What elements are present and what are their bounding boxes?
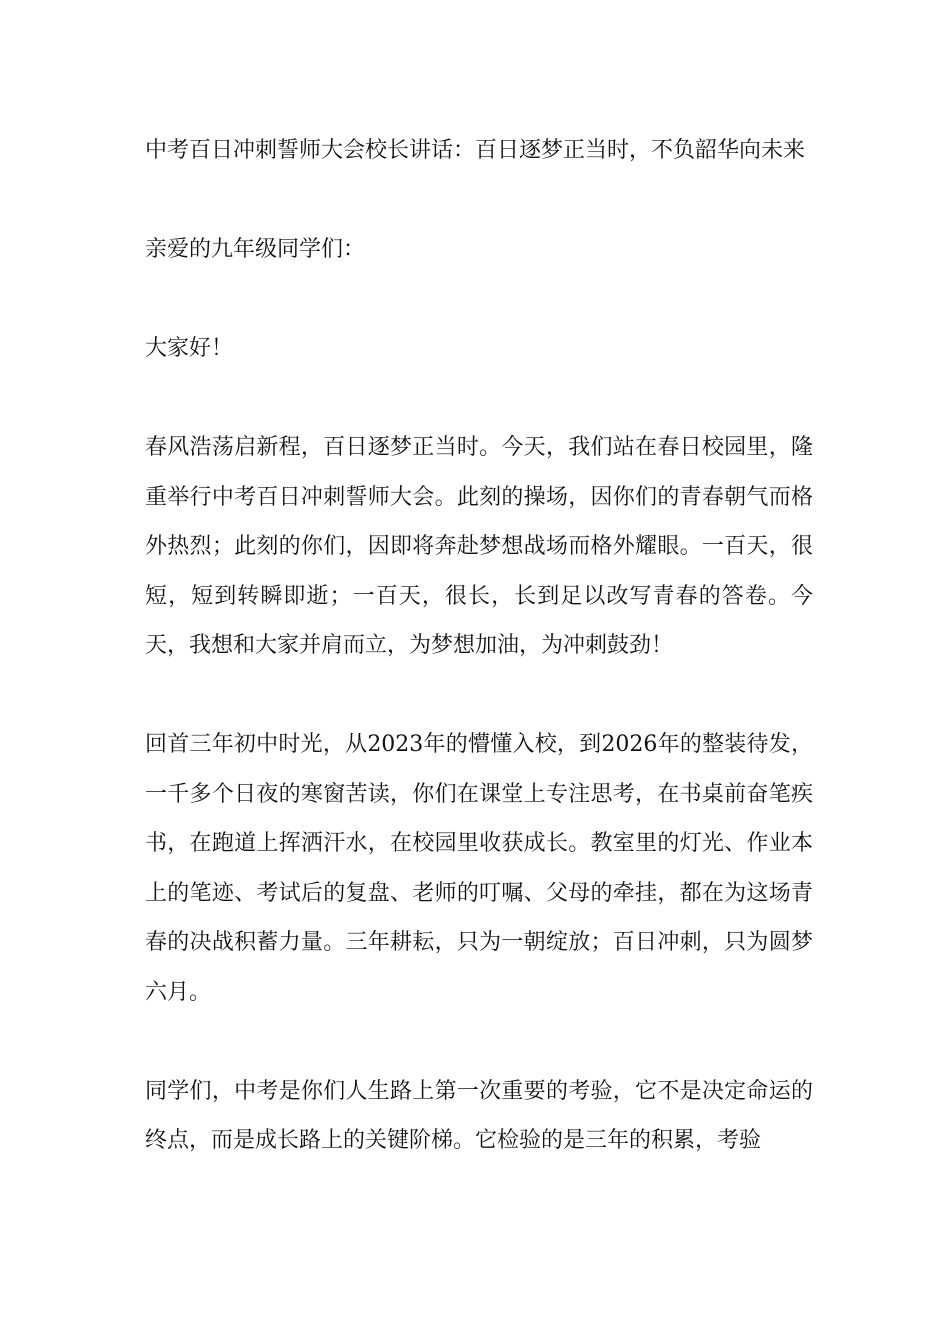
body-paragraph-2: 回首三年初中时光，从2023年的懵懂入校，到2026年的整装待发，一千多个日夜的寒窗苦读，你们在课堂上专注思考，在书桌前奋笔疾书，在跑道上挥洒汗水，在校园里收获成长。教室里的灯光、作业本上的笔迹、考试后的复盘、老师的叮嘱、父母的牵挂，都在为这场青春的决战积蓄力量。三年耕耘，只为一朝绽放；百日冲刺，只为圆梦六月。 [145,732,813,1005]
body-paragraph-1: 春风浩荡启新程，百日逐梦正当时。今天，我们站在春日校园里，隆重举行中考百日冲刺誓师大会。此刻的操场，因你们的青春朝气而格外热烈；此刻的你们，因即将奔赴梦想战场而格外耀眼。一百天，很短，短到转瞬即逝；一百天，很长，长到足以改写青春的答卷。今天，我想和大家并肩而立，为梦想加油，为冲刺鼓劲！ [145,435,813,658]
body-paragraph-3: 同学们，中考是你们人生路上第一次重要的考验，它不是决定命运的终点，而是成长路上的关键阶梯。它检验的是三年的积累，考验 [145,1078,813,1153]
document-title: 中考百日冲刺誓师大会校长讲话：百日逐梦正当时，不负韶华向未来 [145,138,806,163]
greeting: 大家好！ [145,336,234,361]
salutation: 亲爱的九年级同学们： [145,237,366,262]
document-page [145,126,813,1215]
